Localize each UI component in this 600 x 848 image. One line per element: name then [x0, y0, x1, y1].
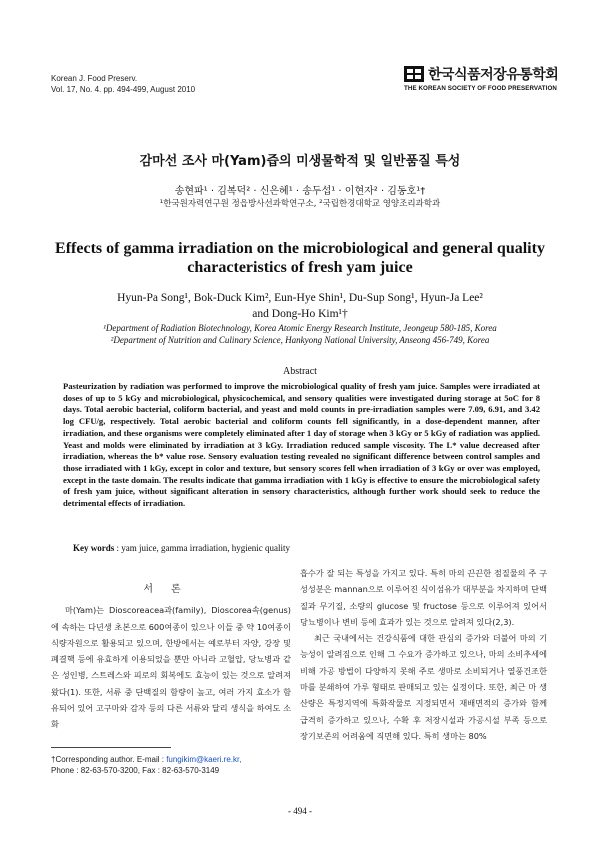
affiliation-1: ¹Department of Radiation Biotechnology, Korea Atomic Energy Research Institute, Jeongeup 580-185, Korea: [103, 323, 497, 333]
page-number: - 494 -: [288, 806, 312, 816]
english-authors-line2: and Dong-Ho Kim¹†: [252, 308, 348, 320]
society-logo-icon: [404, 66, 424, 82]
right-column-paragraph-1: 흡수가 잘 되는 특성을 가지고 있다. 특히 마의 끈끈한 점질물의 주 구성성분은 mannan으로 이루어진 식이섬유가 대부분을 차지하며 단백질과 무기질, 소량의 glucose 및 fructose 등으로 이루어져 있어서 당뇨병이나 변비 등에 효과가 있는 것으로 알려져 있다(2,3).: [300, 568, 547, 627]
abstract-body: Pasteurization by radiation was performed to improve the microbiological quality of fresh yam juice. Samples were irradiated at doses of up to 5 kGy and microbiological, physicochemical, and sensory qualities were investigated during storage at 5oC for 8 days. Total aerobic bacterial, coliform bacterial, and yeast and mold counts in pre-irradiation samples were 7.09, 6.91, and 3.42 log CFU/g, respectively. Total aerobic bacterial and coliform counts fell significantly, in a dose-dependent manner, after irradiation, and these organisms were completely eliminated after 1 day of storage when 3 kGy or 5 kGy of radiation was applied. Yeast and molds were eliminated by irradiation at 3 kGy. Irradiation reduced sample viscosity. The L* value decreased after irradiation, whereas the b* value rose. Sensory evaluation testing revealed no significant difference between control samples and those irradiated with 1 kGy, except in color and texture, but sensory scores fell when irradiation of 3 kGy or over was employed, except in the taste domain. The results indicate that gamma irradiation with 1 kGy is effective to ensure the microbiological safety of fresh yam juice, without significant alteration in sensory characteristics, although further work should seek to reduce the detrimental effects of irradiation.: [63, 381, 540, 509]
english-title: Effects of gamma irradiation on the microbiological and general quality characteristics of fresh yam juice: [55, 240, 545, 276]
journal-name: Korean J. Food Preserv.: [51, 74, 138, 83]
korean-authors: 송현파¹ · 김복덕² · 신은혜¹ · 송두섭¹ · 이현자² · 김동호¹†: [174, 186, 426, 197]
keywords-text: : yam juice, gamma irradiation, hygienic quality: [116, 543, 290, 553]
right-column: [300, 565, 547, 744]
keywords: [73, 543, 290, 553]
abstract-heading: Abstract: [283, 366, 317, 377]
keywords-label: Key words: [73, 543, 115, 553]
korean-affiliations: ¹한국원자력연구원 정읍방사선과학연구소, ²국립한경대학교 영양조리과학과: [159, 199, 441, 209]
journal-volume: Vol. 17, No. 4. pp. 494-499, August 2010: [51, 85, 196, 94]
journal-citation: [51, 73, 195, 95]
section-title: 서론: [143, 584, 199, 595]
footnote: [51, 754, 301, 776]
korean-title: 감마선 조사 마(Yam)즙의 미생물학적 및 일반품질 특성: [139, 154, 461, 169]
english-affiliations: [60, 322, 540, 346]
society-english-name: THE KOREAN SOCIETY OF FOOD PRESERVATION: [404, 85, 557, 92]
footnote-email-link[interactable]: fungikim@kaeri.re.kr,: [166, 755, 242, 764]
right-column-paragraph-2: 최근 국내에서는 건강식품에 대한 관심의 증가와 더불어 마의 기능성이 알려짐으로 인해 그 수요가 증가하고 있으나, 마의 소비추세에 비해 가공 방법이 다양하지 못해 주로 생마로 소비되거나 열풍건조한 마를 분쇄하여 가루 형태로 판매되고 있는 실정이다. 또한, 최근 마 생산량은 특정지역에 특화작물로 지정되면서 재배면적의 증가와 함께 급격히 증가하고 있으나, 수확 후 저장시설과 가공시설 부족 등으로 장기보존의 어려움에 직면해 있다. 특히 생마는 80%: [300, 633, 547, 741]
footnote-divider: [51, 747, 171, 748]
left-column-paragraph: 마(Yam)는 Dioscoreacea과(family), Dioscorea속(genus)에 속하는 다년생 초본으로 600여종이 있으나 이들 중 약 10여종이 식량자원으로 활용되고 있으며, 한방에서는 예로부터 자양, 강장 및 폐결핵 등에 유효하게 이용되었을 뿐만 아니라 고혈압, 당뇨병과 같은 성인병, 스트레스와 피로의 회복에도 효능이 있는 것으로 알려져 왔다(1). 또한, 서류 중 단백질의 함량이 높고, 여러 가지 효소가 함유되어 있어 고구마와 감자 등의 다른 서류와 달리 생식을 하여도 소화: [51, 605, 291, 730]
society-korean-name: 한국식품저장유통학회: [428, 67, 559, 83]
english-authors-line1: Hyun-Pa Song¹, Bok-Duck Kim², Eun-Hye Shin¹, Du-Sup Song¹, Hyun-Ja Lee²: [117, 292, 483, 304]
society-header: [404, 64, 569, 92]
left-column: [51, 582, 291, 733]
english-authors: [40, 290, 560, 322]
footnote-label: †Corresponding author. E-mail :: [51, 755, 164, 764]
footnote-phone: Phone : 82-63-570-3200, Fax : 82-63-570-3149: [51, 766, 220, 775]
affiliation-2: ²Department of Nutrition and Culinary Science, Hankyong National University, Anseong 456-749, Korea: [110, 335, 490, 345]
